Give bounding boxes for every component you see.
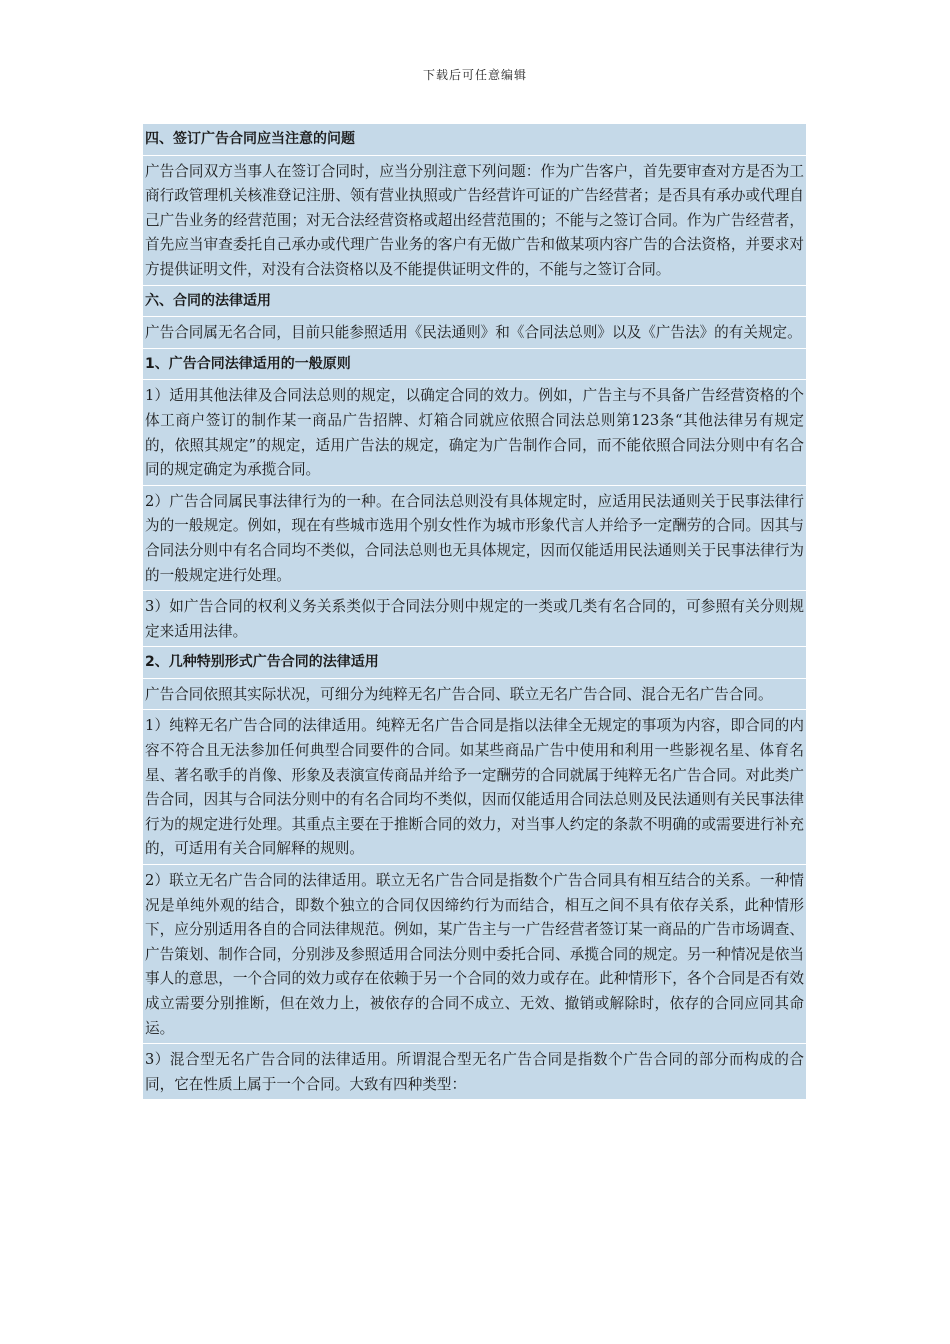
paragraph: 1）适用其他法律及合同法总则的规定，以确定合同的效力。例如，广告主与不具备广告经营资格的个体工商户签订的制作某一商品广告招牌、灯箱合同就应依照合同法总则第123条“其他法律另有规定的，依照其规定”的规定，适用广告法的规定，确定为广告制作合同，而不能依照合同法分则中有名合同的规定确定为承揽合同。 bbox=[143, 380, 806, 485]
paragraph: 3）如广告合同的权利义务关系类似于合同法分则中规定的一类或几类有名合同的，可参照有关分则规定来适用法律。 bbox=[143, 591, 806, 647]
paragraph: 广告合同属无名合同，目前只能参照适用《民法通则》和《合同法总则》以及《广告法》的有关规定。 bbox=[143, 317, 806, 349]
paragraph: 2）广告合同属民事法律行为的一种。在合同法总则没有具体规定时，应适用民法通则关于民事法律行为的一般规定。例如，现在有些城市选用个别女性作为城市形象代言人并给予一定酬劳的合同。因其与合同法分则中有名合同均不类似，合同法总则也无具体规定，因而仅能适用民法通则关于民事法律行为的一般规定进行处理。 bbox=[143, 486, 806, 591]
paragraph: 广告合同依照其实际状况，可细分为纯粹无名广告合同、联立无名广告合同、混合无名广告合同。 bbox=[143, 679, 806, 711]
page-header: 下载后可任意编辑 bbox=[422, 68, 527, 82]
section-heading: 四、签订广告合同应当注意的问题 bbox=[143, 124, 806, 156]
section-heading: 六、合同的法律适用 bbox=[143, 286, 806, 318]
subsection-heading: 2、几种特别形式广告合同的法律适用 bbox=[143, 647, 806, 679]
paragraph: 3）混合型无名广告合同的法律适用。所谓混合型无名广告合同是指数个广告合同的部分而构成的合同，它在性质上属于一个合同。大致有四种类型： bbox=[143, 1044, 806, 1100]
subsection-heading: 1、广告合同法律适用的一般原则 bbox=[143, 349, 806, 381]
paragraph: 广告合同双方当事人在签订合同时，应当分别注意下列问题：作为广告客户，首先要审查对方是否为工商行政管理机关核准登记注册、领有营业执照或广告经营许可证的广告经营者；是否具有承办或代理自己广告业务的经营范围；对无合法经营资格或超出经营范围的；不能与之签订合同。作为广告经营者，首先应当审查委托自己承办或代理广告业务的客户有无做广告和做某项内容广告的合法资格，并要求对方提供证明文件，对没有合法资格以及不能提供证明文件的，不能与之签订合同。 bbox=[143, 156, 806, 286]
paragraph: 1）纯粹无名广告合同的法律适用。纯粹无名广告合同是指以法律全无规定的事项为内容，即合同的内容不符合且无法参加任何典型合同要件的合同。如某些商品广告中使用和利用一些影视名星、体育名星、著名歌手的肖像、形象及表演宣传商品并给予一定酬劳的合同就属于纯粹无名广告合同。对此类广告合同，因其与合同法分则中的有名合同均不类似，因而仅能适用合同法总则及民法通则有关民事法律行为的规定进行处理。其重点主要在于推断合同的效力，对当事人约定的条款不明确的或需要进行补充的，可适用有关合同解释的规则。 bbox=[143, 710, 806, 865]
paragraph: 2）联立无名广告合同的法律适用。联立无名广告合同是指数个广告合同具有相互结合的关系。一种情况是单纯外观的结合，即数个独立的合同仅因缔约行为而结合，相互之间不具有依存关系，此种情形下，应分别适用各自的合同法律规范。例如，某广告主与一广告经营者签订某一商品的广告市场调查、广告策划、制作合同，分别涉及参照适用合同法分则中委托合同、承揽合同的规定。另一种情况是依当事人的意思，一个合同的效力或存在依赖于另一个合同的效力或存在。此种情形下，各个合同是否有效成立需要分别推断，但在效力上，被依存的合同不成立、无效、撤销或解除时，依存的合同应同其命运。 bbox=[143, 865, 806, 1044]
document-body bbox=[143, 124, 806, 1100]
